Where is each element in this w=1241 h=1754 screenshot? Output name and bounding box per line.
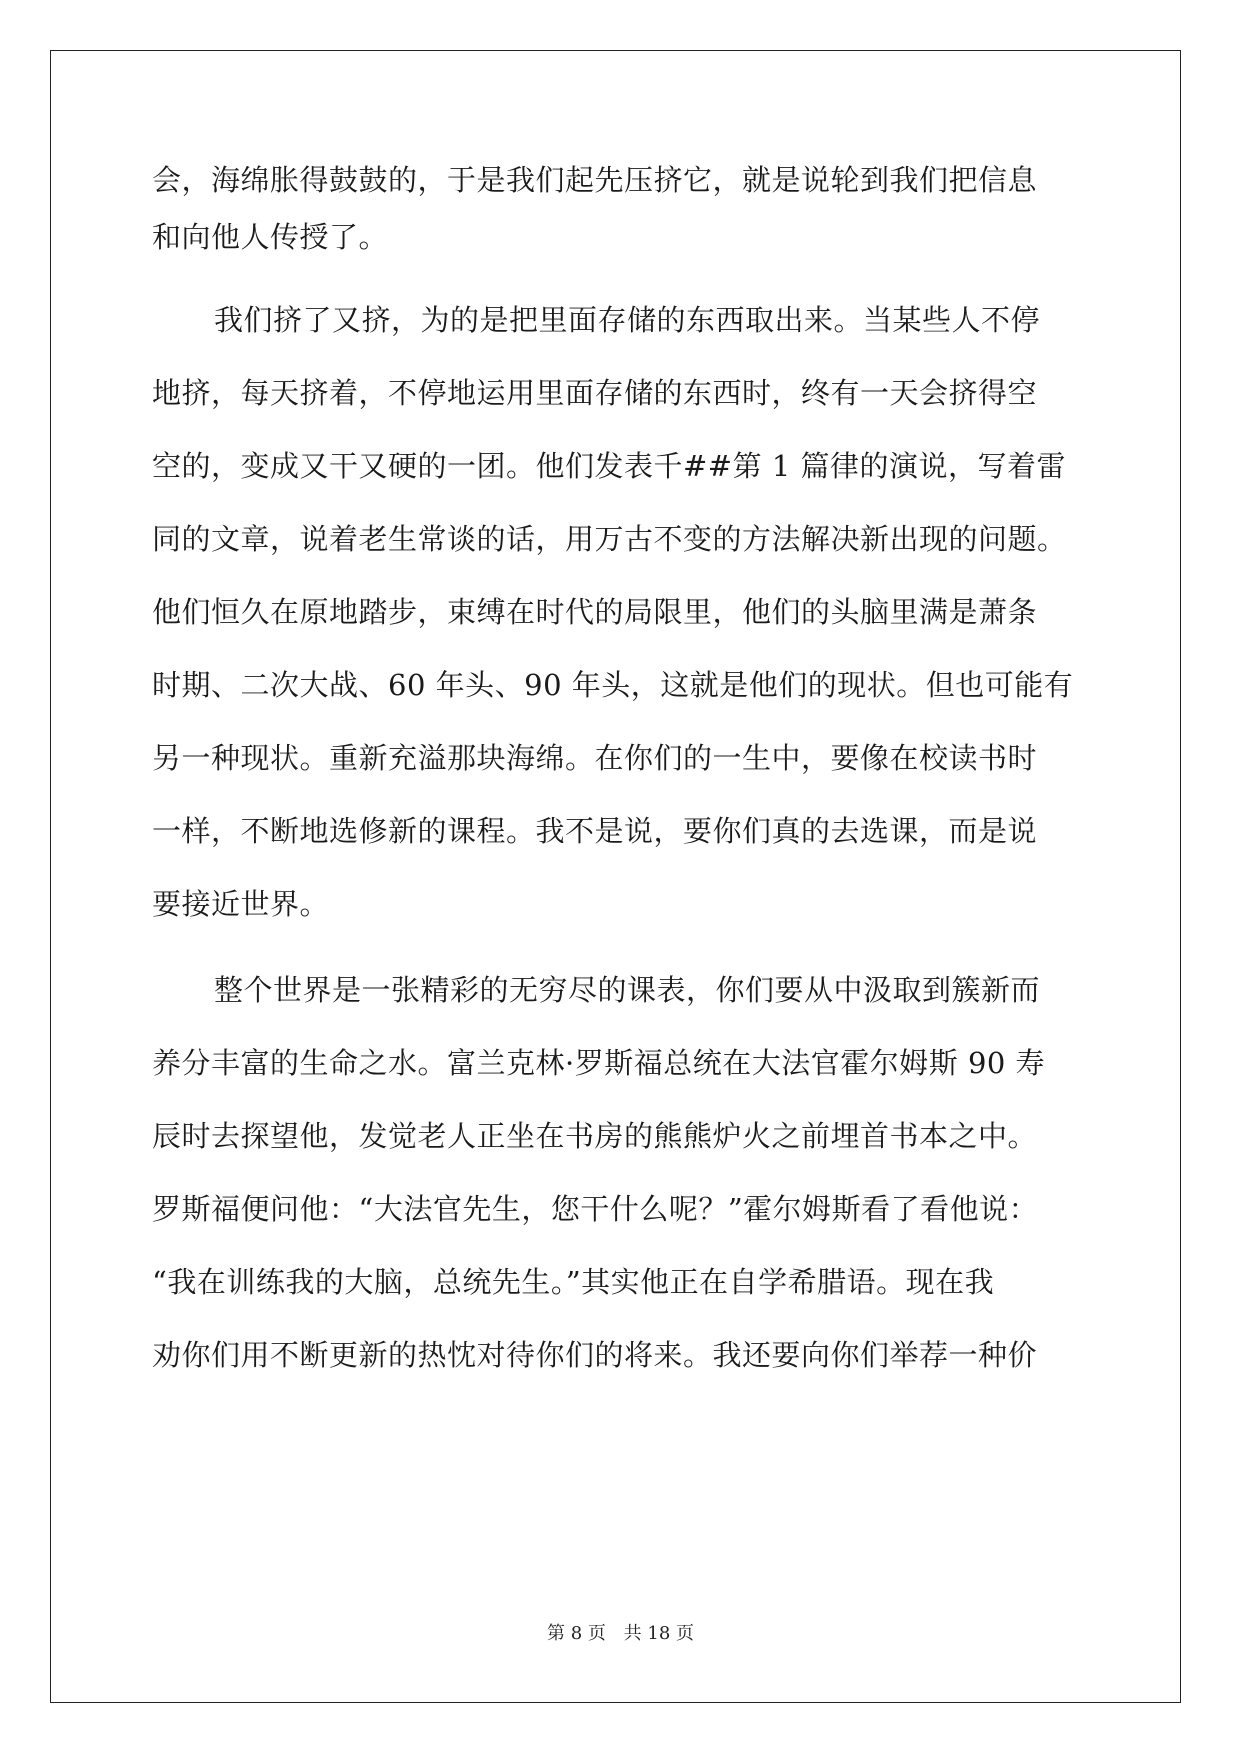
text-line: 会，海绵胀得鼓鼓的，于是我们起先压挤它，就是说轮到我们把信息	[152, 163, 1038, 197]
page-number: 第 8 页	[547, 1623, 606, 1644]
paragraph-start-line: 整个世界是一张精彩的无穷尽的课表，你们要从中汲取到簇新而	[214, 973, 1041, 1007]
text-line: 养分丰富的生命之水。富兰克林·罗斯福总统在大法官霍尔姆斯 90 寿	[152, 1046, 1046, 1080]
text-line: 辰时去探望他，发觉老人正坐在书房的熊熊炉火之前埋首书本之中。	[152, 1119, 1038, 1153]
text-line: 同的文章，说着老生常谈的话，用万古不变的方法解决新出现的问题。	[152, 522, 1067, 556]
text-line: 另一种现状。重新充溢那块海绵。在你们的一生中，要像在校读书时	[152, 741, 1038, 775]
text-line: 地挤，每天挤着，不停地运用里面存储的东西时，终有一天会挤得空	[152, 376, 1038, 410]
paragraph-start-line: 我们挤了又挤，为的是把里面存储的东西取出来。当某些人不停	[214, 303, 1041, 337]
text-line: 一样，不断地选修新的课程。我不是说，要你们真的去选课，而是说	[152, 814, 1038, 848]
text-line: “我在训练我的大脑，总统先生。”其实他正在自学希腊语。现在我	[152, 1265, 995, 1299]
page-footer	[0, 1622, 1241, 1646]
text-line: 劝你们用不断更新的热忱对待你们的将来。我还要向你们举荐一种价	[152, 1338, 1038, 1372]
text-line: 和向他人传授了。	[152, 220, 389, 254]
page-border	[50, 50, 1181, 1703]
text-line: 空的，变成又干又硬的一团。他们发表千##第 1 篇律的演说，写着雷	[152, 449, 1066, 483]
text-line: 罗斯福便问他：“大法官先生，您干什么呢？”霍尔姆斯看了看他说：	[152, 1192, 1039, 1226]
text-line: 要接近世界。	[152, 887, 330, 921]
total-pages: 共 18 页	[623, 1623, 694, 1644]
text-line: 他们恒久在原地踏步，束缚在时代的局限里，他们的头脑里满是萧条	[152, 595, 1038, 629]
text-line: 时期、二次大战、60 年头、90 年头，这就是他们的现状。但也可能有	[152, 668, 1074, 702]
